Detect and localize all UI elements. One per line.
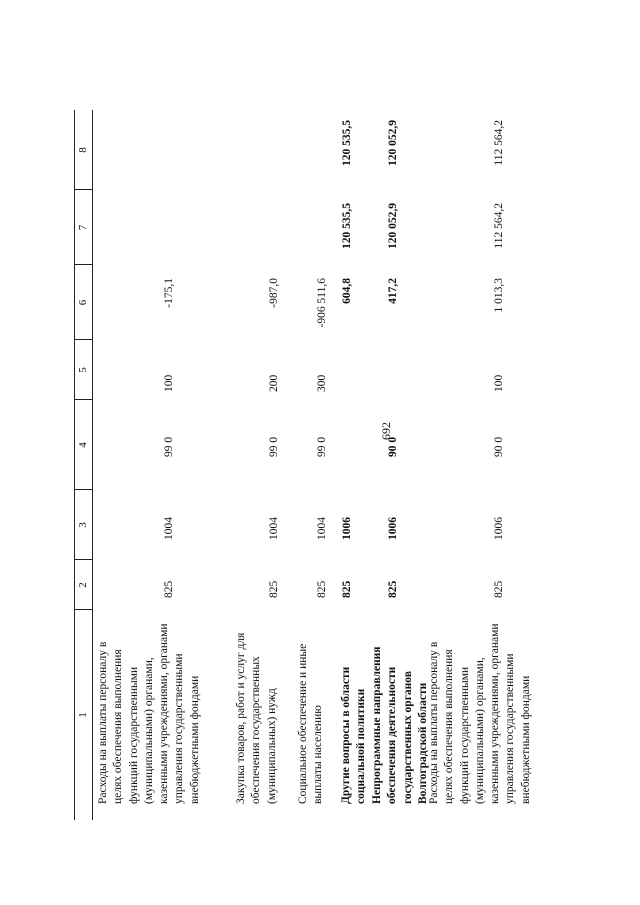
cell-c4: 90 0 xyxy=(493,436,505,457)
budget-table xyxy=(74,110,532,820)
cell-c2: 825 xyxy=(493,580,505,598)
cell-c5: 100 xyxy=(493,374,505,392)
cell-c8: 120 052,9 xyxy=(387,120,399,166)
cell-c2: 825 xyxy=(387,580,399,598)
cell-c7: 120 535,5 xyxy=(341,203,353,249)
column-header: 4 xyxy=(77,442,89,448)
cell-c6: 604,8 xyxy=(341,278,353,304)
column-header: 2 xyxy=(77,582,89,588)
cell-c2: 825 xyxy=(341,580,353,598)
cell-c3: 1006 xyxy=(387,517,399,540)
cell-c8: 112 564,2 xyxy=(493,120,505,166)
row-name: Другие вопросы в области социальной политики xyxy=(340,666,368,804)
cell-c5: 300 xyxy=(316,374,328,392)
cell-c6: -175,1 xyxy=(163,278,175,308)
cell-c6: -906 511,6 xyxy=(316,278,328,328)
cell-c4: 99 0 xyxy=(316,436,328,457)
column-header: 6 xyxy=(77,299,89,306)
cell-c6: -987,0 xyxy=(268,278,280,308)
column-header: 5 xyxy=(77,367,89,373)
header-bottom-border xyxy=(92,110,93,820)
column-header: 3 xyxy=(77,522,89,528)
cell-c4: 99 0 xyxy=(163,436,175,457)
cell-c7: 112 564,2 xyxy=(493,203,505,249)
cell-c4: 90 0 xyxy=(387,436,399,457)
cell-c2: 825 xyxy=(268,580,280,598)
column-header: 8 xyxy=(77,147,89,153)
cell-c6: 417,2 xyxy=(387,278,399,304)
cell-c2: 825 xyxy=(316,580,328,598)
row-name: Непрограммные направления обеспечения деятельности государственных органов Волгоградской области xyxy=(371,646,429,804)
cell-c6: 1 013,3 xyxy=(493,278,505,313)
cell-c3: 1004 xyxy=(316,517,328,540)
cell-c3: 1004 xyxy=(163,517,175,540)
cell-c7: 120 052,9 xyxy=(387,203,399,249)
cell-c3: 1006 xyxy=(493,517,505,540)
cell-c3: 1004 xyxy=(268,517,280,540)
page-number: 692 xyxy=(379,422,393,440)
column-header: 7 xyxy=(77,224,89,231)
cell-c4: 99 0 xyxy=(268,436,280,457)
row-name: Расходы на выплаты персоналу в целях обеспечения выполнения функций государственными (муниципальными) органами, казенными учреждениями, органами управления государственными внебюджетными фондами xyxy=(97,623,201,804)
table-top-border xyxy=(74,110,75,820)
cell-c3: 1006 xyxy=(341,517,353,540)
column-header: 1 xyxy=(77,712,89,718)
row-name: Закупка товаров, работ и услуг для обеспечения государственных (муниципальных) нужд xyxy=(235,632,278,804)
cell-c8: 120 535,5 xyxy=(341,120,353,166)
cell-c5: 100 xyxy=(163,374,175,392)
row-name: Социальное обеспечение и иные выплаты населению xyxy=(297,643,325,804)
cell-c2: 825 xyxy=(163,580,175,598)
row-name: Расходы на выплаты персоналу в целях обеспечения выполнения функций государственными (муниципальными) органами, казенными учреждениями, органами управления государственными внебюджетными фондами xyxy=(428,623,532,804)
cell-c5: 200 xyxy=(268,374,280,392)
